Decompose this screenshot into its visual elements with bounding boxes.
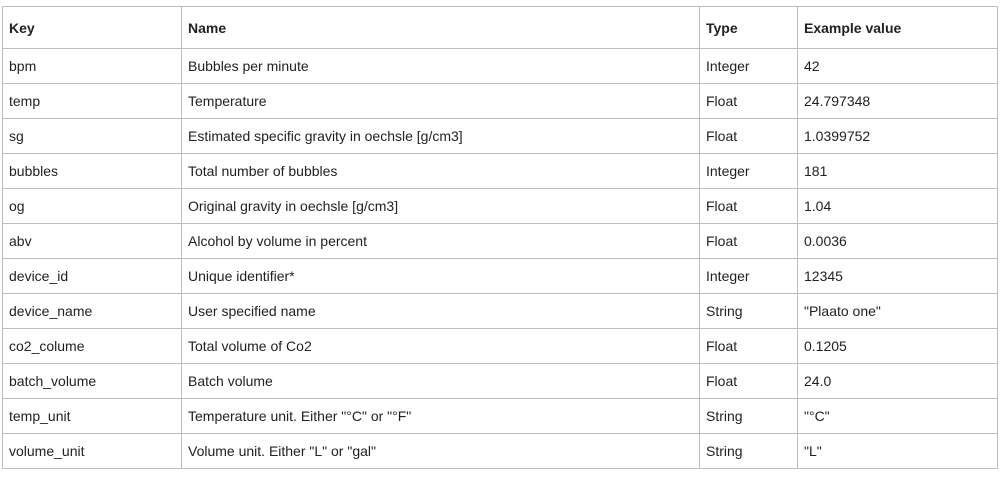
header-type: Type — [700, 7, 798, 49]
table-header — [3, 7, 998, 49]
cell-name: Total volume of Co2 — [182, 329, 700, 364]
cell-key: volume_unit — [3, 434, 182, 469]
cell-example: 181 — [798, 154, 998, 189]
cell-type: Float — [700, 84, 798, 119]
cell-key: sg — [3, 119, 182, 154]
cell-key: temp_unit — [3, 399, 182, 434]
table-row — [3, 154, 998, 189]
header-row — [3, 7, 998, 49]
cell-key: device_name — [3, 294, 182, 329]
header-key: Key — [3, 7, 182, 49]
cell-example: 12345 — [798, 259, 998, 294]
cell-type: Float — [700, 224, 798, 259]
header-example-value: Example value — [798, 7, 998, 49]
data-table-container — [2, 6, 998, 469]
cell-type: Integer — [700, 154, 798, 189]
cell-key: bubbles — [3, 154, 182, 189]
cell-key: batch_volume — [3, 364, 182, 399]
table-row — [3, 399, 998, 434]
cell-key: temp — [3, 84, 182, 119]
table-row — [3, 434, 998, 469]
cell-key: abv — [3, 224, 182, 259]
data-table — [2, 6, 998, 469]
cell-type: Float — [700, 119, 798, 154]
table-body — [3, 49, 998, 469]
table-row — [3, 364, 998, 399]
cell-example: 1.04 — [798, 189, 998, 224]
table-row — [3, 119, 998, 154]
cell-type: Float — [700, 189, 798, 224]
cell-name: Temperature unit. Either "°C" or "°F" — [182, 399, 700, 434]
cell-name: User specified name — [182, 294, 700, 329]
cell-example: 0.0036 — [798, 224, 998, 259]
table-row — [3, 259, 998, 294]
cell-example: 24.0 — [798, 364, 998, 399]
cell-example: "°C" — [798, 399, 998, 434]
cell-type: Integer — [700, 49, 798, 84]
cell-key: bpm — [3, 49, 182, 84]
cell-type: String — [700, 434, 798, 469]
cell-name: Alcohol by volume in percent — [182, 224, 700, 259]
header-name: Name — [182, 7, 700, 49]
cell-name: Temperature — [182, 84, 700, 119]
cell-name: Estimated specific gravity in oechsle [g/cm3] — [182, 119, 700, 154]
table-row — [3, 84, 998, 119]
cell-name: Unique identifier* — [182, 259, 700, 294]
cell-example: 24.797348 — [798, 84, 998, 119]
table-row — [3, 294, 998, 329]
cell-type: Float — [700, 364, 798, 399]
cell-type: Integer — [700, 259, 798, 294]
cell-key: device_id — [3, 259, 182, 294]
cell-example: "L" — [798, 434, 998, 469]
table-row — [3, 189, 998, 224]
cell-example: 1.0399752 — [798, 119, 998, 154]
table-row — [3, 49, 998, 84]
cell-name: Original gravity in oechsle [g/cm3] — [182, 189, 700, 224]
cell-name: Total number of bubbles — [182, 154, 700, 189]
cell-key: co2_colume — [3, 329, 182, 364]
cell-name: Bubbles per minute — [182, 49, 700, 84]
cell-example: 42 — [798, 49, 998, 84]
cell-key: og — [3, 189, 182, 224]
cell-name: Volume unit. Either "L" or "gal" — [182, 434, 700, 469]
cell-type: String — [700, 399, 798, 434]
cell-type: Float — [700, 329, 798, 364]
table-row — [3, 329, 998, 364]
cell-example: 0.1205 — [798, 329, 998, 364]
cell-name: Batch volume — [182, 364, 700, 399]
table-row — [3, 224, 998, 259]
cell-type: String — [700, 294, 798, 329]
cell-example: "Plaato one" — [798, 294, 998, 329]
